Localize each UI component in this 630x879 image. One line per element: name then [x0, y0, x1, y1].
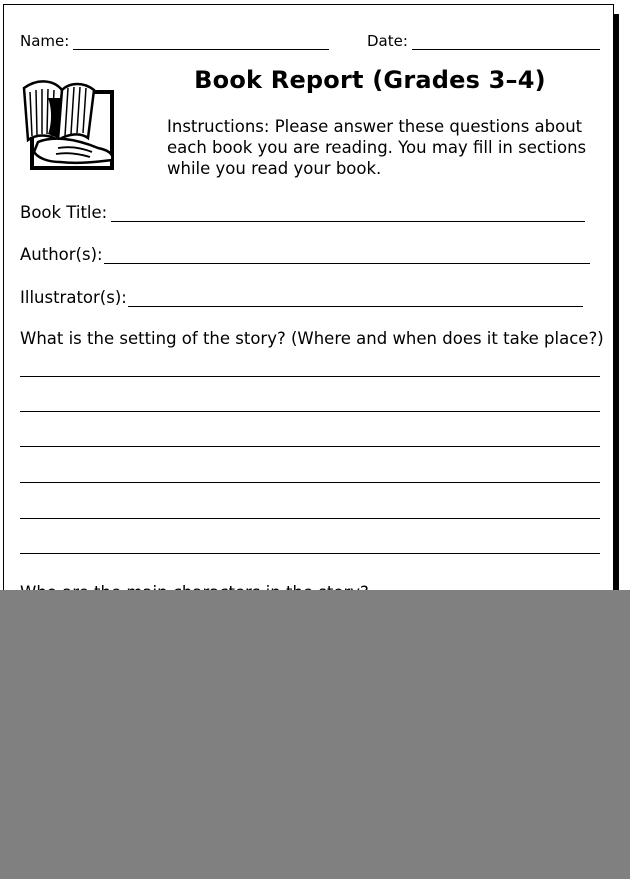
setting-answer-line[interactable] [20, 518, 600, 519]
date-label: Date: [367, 32, 408, 50]
illustrators-label: Illustrator(s): [20, 288, 127, 307]
setting-answer-line[interactable] [20, 446, 600, 447]
page-shadow [614, 14, 619, 599]
name-label: Name: [20, 32, 70, 50]
open-book-in-hand-icon [18, 78, 118, 174]
redaction-overlay [0, 590, 630, 879]
setting-answer-line[interactable] [20, 411, 600, 412]
name-line[interactable] [73, 35, 329, 50]
setting-answer-line[interactable] [20, 376, 600, 377]
setting-answer-line[interactable] [20, 553, 600, 554]
authors-label: Author(s): [20, 245, 103, 264]
date-line[interactable] [412, 35, 600, 50]
illustrators-field [20, 288, 583, 307]
setting-answer-line[interactable] [20, 482, 600, 483]
book-title-field [20, 203, 585, 222]
authors-field [20, 245, 590, 264]
instructions-text: Instructions: Please answer these questions about each book you are reading. You may fill in sections while you read your book. [167, 117, 587, 178]
authors-line[interactable] [104, 249, 590, 264]
book-title-label: Book Title: [20, 203, 108, 222]
book-title-line[interactable] [111, 207, 585, 222]
date-field [367, 32, 600, 50]
setting-question: What is the setting of the story? (Where and when does it take place?) [20, 329, 604, 348]
page-title: Book Report (Grades 3–4) [194, 66, 546, 94]
illustrators-line[interactable] [128, 292, 583, 307]
name-field [20, 32, 329, 50]
